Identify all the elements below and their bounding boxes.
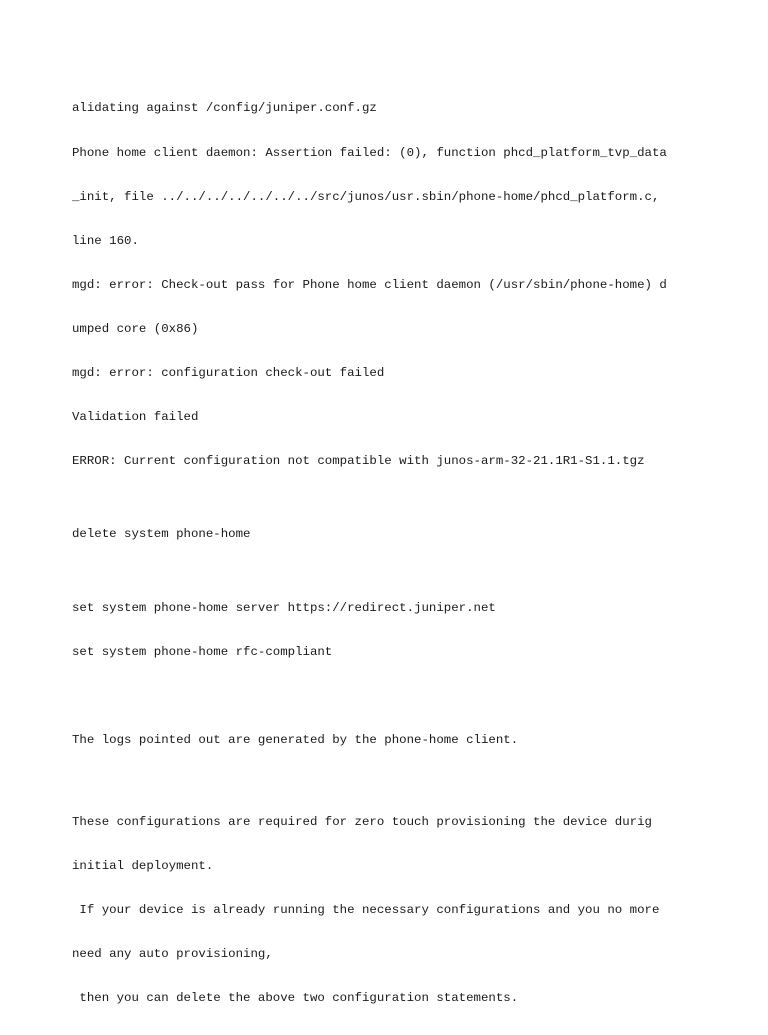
log-line: ERROR: Current configuration not compatible with junos-arm-32-21.1R1-S1.1.tgz	[72, 454, 645, 469]
explanation-text: The logs pointed out are generated by the phone-home client.	[72, 732, 519, 747]
log-line: mgd: error: configuration check-out failed	[72, 366, 385, 381]
document-page	[72, 72, 692, 1035]
log-line: alidating against /config/juniper.conf.gz	[72, 101, 377, 116]
advice-line: If your device is already running the necessary configurations and you no more	[72, 903, 660, 918]
spacer	[72, 689, 692, 733]
delete-command: delete system phone-home	[72, 527, 251, 542]
spacer	[72, 542, 692, 571]
log-line: mgd: error: Check-out pass for Phone home client daemon (/usr/sbin/phone-home) d	[72, 277, 667, 292]
spacer	[72, 498, 692, 527]
log-line: Validation failed	[72, 410, 199, 425]
advice-line: then you can delete the above two configuration statements.	[72, 991, 519, 1006]
spacer	[72, 747, 692, 785]
set-command-line: set system phone-home server https://redirect.juniper.net	[72, 600, 496, 615]
set-commands	[72, 571, 692, 689]
log-line: umped core (0x86)	[72, 321, 199, 336]
advice-text	[72, 785, 692, 1035]
log-line: line 160.	[72, 233, 139, 248]
log-line: _init, file ../../../../../../../src/junos/usr.sbin/phone-home/phcd_platform.c,	[72, 189, 660, 204]
log-line: Phone home client daemon: Assertion failed: (0), function phcd_platform_tvp_data	[72, 145, 667, 160]
error-log	[72, 72, 692, 498]
advice-line: need any auto provisioning,	[72, 947, 273, 962]
set-command-line: set system phone-home rfc-compliant	[72, 644, 333, 659]
advice-line: initial deployment.	[72, 858, 214, 873]
advice-line: These configurations are required for zero touch provisioning the device durig	[72, 814, 652, 829]
